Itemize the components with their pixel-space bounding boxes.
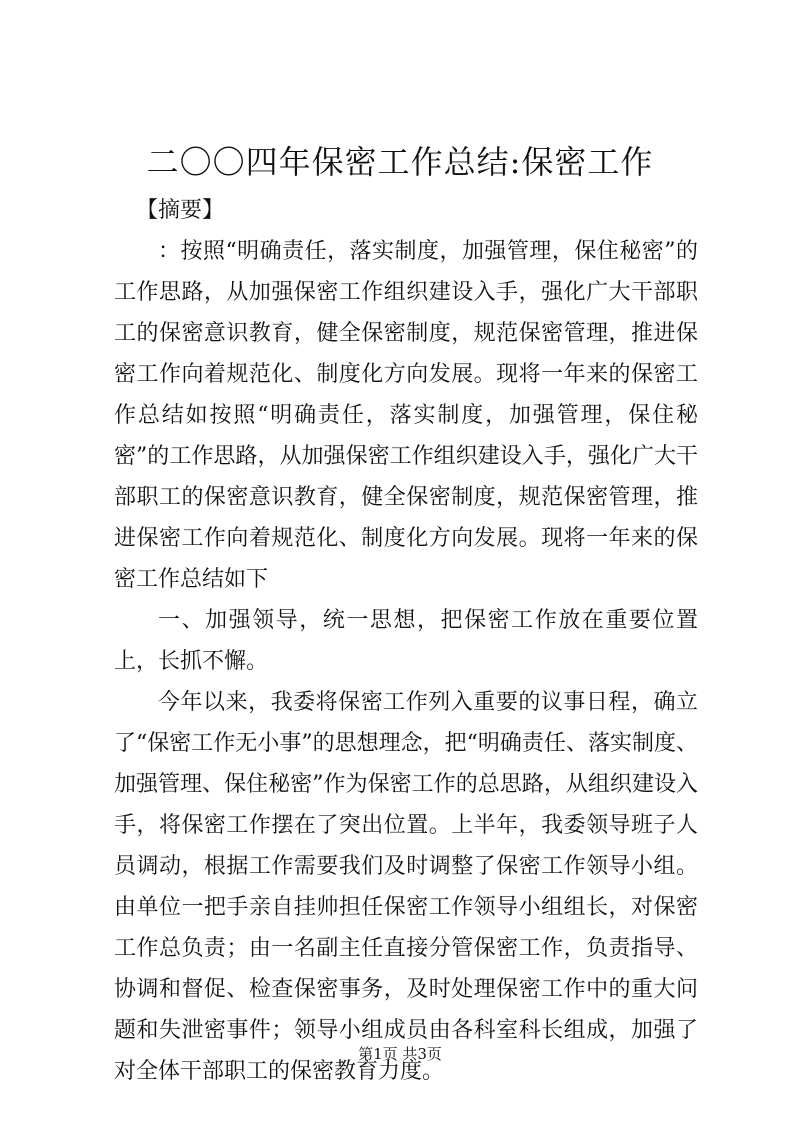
document-title: 二〇〇四年保密工作总结:保密工作	[146, 143, 654, 181]
section-heading-paragraph: 一、加强领导，统一思想，把保密工作放在重要位置上，长抓不懈。	[114, 608, 698, 674]
document-body	[114, 190, 698, 1092]
body-paragraph: 今年以来，我委将保密工作列入重要的议事日程，确立了“保密工作无小事”的思想理念，把“明确责任、落实制度、加强管理、保住秘密”作为保密工作的总思路，从组织建设入手，将保密工作摆在了突出位置。上半年，我委领导班子人员调动，根据工作需要我们及时调整了保密工作领导小组。由单位一把手亲自挂帅担任保密工作领导小组组长，对保密工作总负责；由一名副主任直接分管保密工作，负责指导、协调和督促、检查保密事务，及时处理保密工作中的重大问题和失泄密事件；领导小组成员由各科室科长组成，加强了对全体干部职工的保密教育力度。	[114, 690, 698, 1084]
abstract-heading: 【摘要】	[136, 198, 225, 223]
abstract-paragraph: ：按照“明确责任，落实制度，加强管理，保住秘密”的工作思路，从加强保密工作组织建设入手，强化广大干部职工的保密意识教育，健全保密制度，规范保密管理，推进保密工作向着规范化、制度化方向发展。现将一年来的保密工作总结如按照“明确责任，落实制度，加强管理，保住秘密”的工作思路，从加强保密工作组织建设入手，强化广大干部职工的保密意识教育，健全保密制度，规范保密管理，推进保密工作向着规范化、制度化方向发展。现将一年来的保密工作总结如下	[114, 239, 698, 592]
page-footer: 第1页 共3页	[358, 1045, 442, 1063]
